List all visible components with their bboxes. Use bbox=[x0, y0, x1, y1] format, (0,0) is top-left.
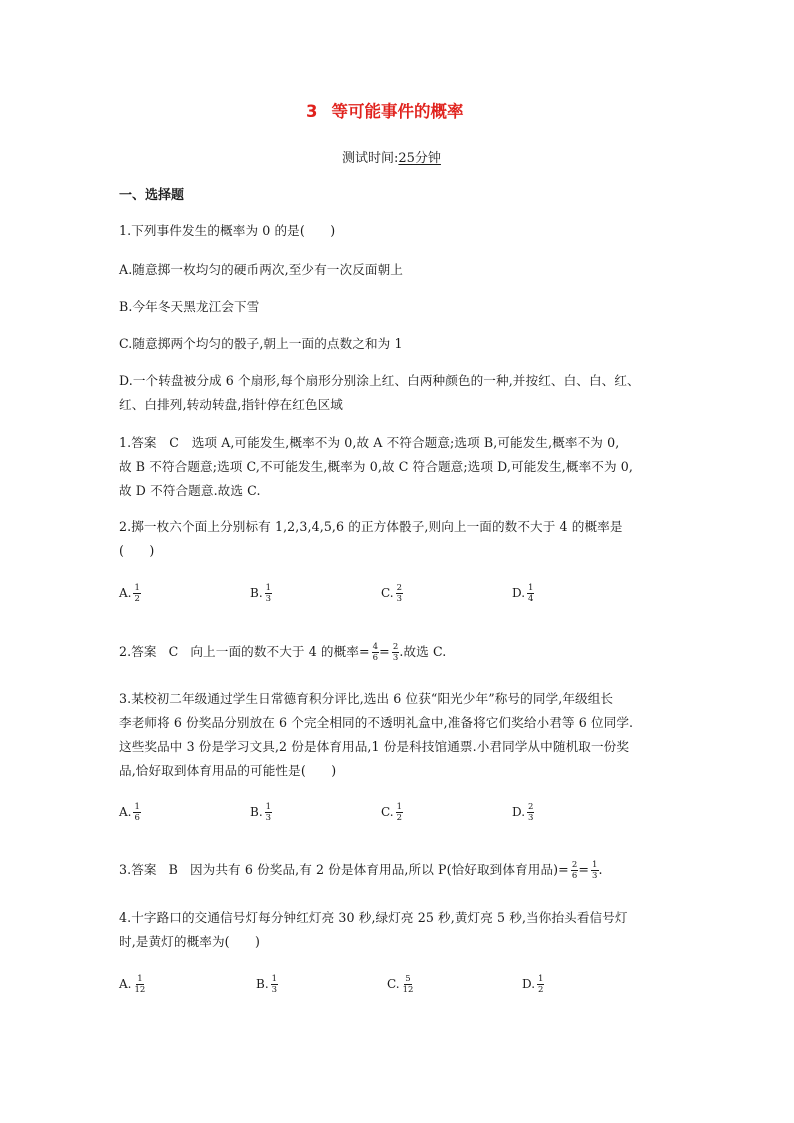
q1-answer-line1: 1.答案 C 选项 A,可能发生,概率不为 0,故 A 不符合题意;选项 B,可能发生,概率不为 0, bbox=[119, 435, 620, 450]
option-label: B. bbox=[256, 977, 269, 991]
q3-option-d bbox=[512, 802, 534, 823]
q4-stem-line2: 时,是黄灯的概率为( ) bbox=[119, 934, 261, 949]
denominator: 6 bbox=[372, 653, 379, 663]
q3-answer bbox=[119, 859, 603, 881]
numerator: 2 bbox=[571, 860, 578, 870]
test-time-label: 测试时间: bbox=[342, 151, 399, 166]
fraction bbox=[133, 583, 140, 604]
numerator: 1 bbox=[538, 974, 544, 984]
denominator: 2 bbox=[396, 813, 402, 823]
answer-text: 因为共有 6 份奖品,有 2 份是体育用品,所以 P(恰好取到体育用品)= bbox=[189, 862, 569, 877]
fraction bbox=[527, 583, 534, 604]
option-label: D. bbox=[512, 586, 526, 600]
numerator: 2 bbox=[392, 642, 399, 652]
numerator: 1 bbox=[528, 583, 534, 593]
numerator: 2 bbox=[396, 583, 402, 593]
numerator: 1 bbox=[396, 802, 402, 812]
q4-option-d bbox=[522, 974, 544, 995]
q2-option-c bbox=[381, 583, 403, 604]
option-label: A. bbox=[119, 977, 132, 991]
fraction bbox=[537, 974, 544, 995]
q2-option-d bbox=[512, 583, 534, 604]
answer-end: .故选 C. bbox=[399, 644, 447, 659]
numerator: 1 bbox=[134, 583, 140, 593]
numerator: 1 bbox=[134, 802, 140, 812]
title-text: 等可能事件的概率 bbox=[331, 102, 464, 121]
fraction bbox=[402, 974, 415, 995]
denominator: 6 bbox=[134, 813, 140, 823]
fraction bbox=[591, 860, 599, 881]
q2-option-a bbox=[119, 583, 141, 604]
fraction bbox=[133, 802, 140, 823]
option-label: B. bbox=[250, 805, 263, 819]
fraction bbox=[396, 583, 403, 604]
answer-prefix: 3.答案 bbox=[119, 862, 157, 877]
option-label: C. bbox=[381, 805, 394, 819]
denominator: 3 bbox=[271, 985, 278, 995]
q1-answer-line2: 故 B 不符合题意;选项 C,不可能发生,概率为 0,故 C 符合题意;选项 D,可能发生,概率不为 0, bbox=[119, 459, 633, 474]
numerator: 1 bbox=[265, 802, 272, 812]
fraction bbox=[265, 583, 272, 604]
numerator: 2 bbox=[528, 802, 534, 812]
fraction bbox=[271, 974, 278, 995]
denominator: 3 bbox=[265, 813, 272, 823]
q3-option-c bbox=[381, 802, 403, 823]
q3-stem-line3: 这些奖品中 3 份是学习文具,2 份是体育用品,1 份是科技馆通票.小君同学从中随机取一份奖 bbox=[119, 739, 630, 754]
q3-stem-line2: 李老师将 6 份奖品分别放在 6 个完全相同的不透明礼盒中,准备将它们奖给小君等 6 位同学. bbox=[119, 715, 634, 730]
q1-answer-line3: 故 D 不符合题意.故选 C. bbox=[119, 483, 261, 498]
denominator: 3 bbox=[396, 594, 402, 604]
q3-stem-line1: 3.某校初二年级通过学生日常德育积分评比,选出 6 位获“阳光少年”称号的同学,年级组长 bbox=[119, 691, 614, 706]
numerator: 1 bbox=[137, 974, 143, 984]
answer-prefix: 2.答案 bbox=[119, 644, 157, 659]
answer-letter: B bbox=[168, 862, 178, 877]
denominator: 3 bbox=[528, 813, 534, 823]
denominator: 12 bbox=[402, 985, 414, 995]
q2-option-b bbox=[250, 583, 272, 604]
q1-option-b: B.今年冬天黑龙江会下雪 bbox=[119, 299, 260, 314]
q2-stem-line1: 2.掷一枚六个面上分别标有 1,2,3,4,5,6 的正方体骰子,则向上一面的数不大于 4 的概率是 bbox=[119, 519, 623, 534]
q3-option-a bbox=[119, 802, 141, 823]
numerator: 4 bbox=[372, 642, 379, 652]
option-label: A. bbox=[119, 586, 132, 600]
denominator: 3 bbox=[592, 871, 598, 881]
denominator: 2 bbox=[538, 985, 544, 995]
q4-stem-line1: 4.十字路口的交通信号灯每分钟红灯亮 30 秒,绿灯亮 25 秒,黄灯亮 5 秒,当你抬头看信号灯 bbox=[119, 910, 628, 925]
q1-option-a: A.随意掷一枚均匀的硬币两次,至少有一次反面朝上 bbox=[119, 262, 403, 277]
option-label: B. bbox=[250, 586, 263, 600]
answer-text: 向上一面的数不大于 4 的概率= bbox=[190, 644, 370, 659]
denominator: 2 bbox=[134, 594, 140, 604]
numerator: 5 bbox=[405, 974, 411, 984]
option-label: C. bbox=[381, 586, 394, 600]
equals-sign: = bbox=[578, 862, 589, 877]
test-time bbox=[342, 147, 441, 166]
equals-sign: = bbox=[379, 644, 390, 659]
denominator: 4 bbox=[528, 594, 534, 604]
option-label: D. bbox=[522, 977, 536, 991]
numerator: 1 bbox=[592, 860, 598, 870]
answer-letter: C bbox=[168, 644, 179, 659]
q3-option-b bbox=[250, 802, 272, 823]
q1-option-d-line2: 红、白排列,转动转盘,指针停在红色区域 bbox=[119, 397, 343, 412]
numerator: 1 bbox=[265, 583, 272, 593]
fraction bbox=[527, 802, 534, 823]
q2-answer bbox=[119, 641, 446, 663]
q4-option-b bbox=[256, 974, 278, 995]
answer-end: . bbox=[598, 862, 603, 877]
q1-option-c: C.随意掷两个均匀的骰子,朝上一面的点数之和为 1 bbox=[119, 336, 403, 351]
option-label: D. bbox=[512, 805, 526, 819]
numerator: 1 bbox=[271, 974, 278, 984]
page-title bbox=[306, 98, 463, 122]
q1-stem: 1.下列事件发生的概率为 0 的是( ) bbox=[119, 223, 336, 238]
fraction bbox=[133, 974, 146, 995]
denominator: 12 bbox=[134, 985, 146, 995]
q3-stem-line4: 品,恰好取到体育用品的可能性是( ) bbox=[119, 763, 337, 778]
title-number: 3 bbox=[306, 102, 318, 121]
q4-option-a bbox=[119, 974, 146, 995]
denominator: 3 bbox=[265, 594, 272, 604]
denominator: 3 bbox=[392, 653, 399, 663]
fraction bbox=[396, 802, 403, 823]
option-label: A. bbox=[119, 805, 132, 819]
q4-option-c bbox=[387, 974, 414, 995]
q2-stem-line2: ( ) bbox=[119, 543, 155, 558]
option-label: C. bbox=[387, 977, 400, 991]
q1-option-d-line1: D.一个转盘被分成 6 个扇形,每个扇形分别涂上红、白两种颜色的一种,并按红、白、白、红、 bbox=[119, 373, 640, 388]
test-time-value: 25分钟 bbox=[398, 151, 441, 166]
section-heading: 一、选择题 bbox=[119, 188, 185, 203]
fraction bbox=[265, 802, 272, 823]
denominator: 6 bbox=[571, 871, 578, 881]
